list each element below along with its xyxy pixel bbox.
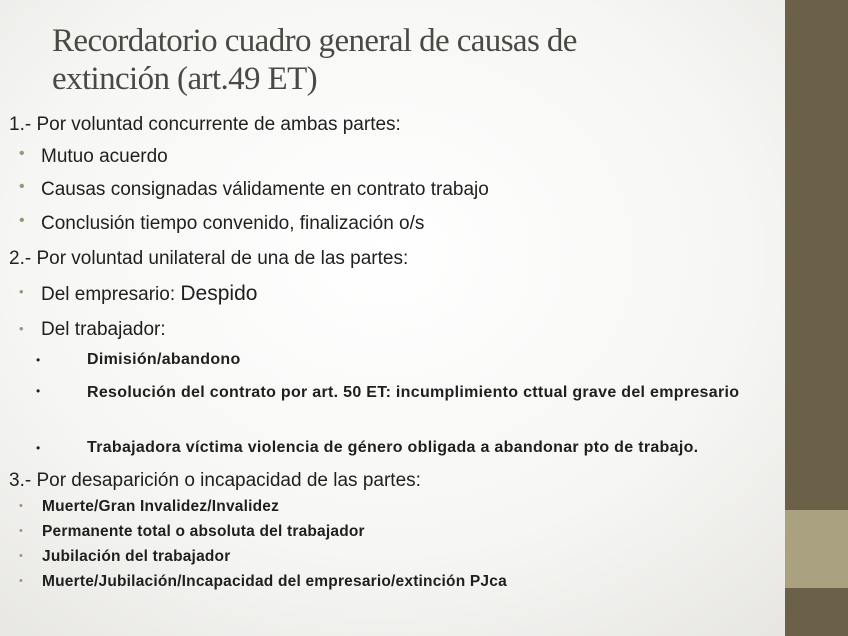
sub-list-item: Trabajadora víctima violencia de género obligada a abandonar pto de trabajo. xyxy=(87,439,699,456)
section-3-heading: 3.- Por desaparición o incapacidad de las partes: xyxy=(9,470,421,491)
list-item: Jubilación del trabajador xyxy=(42,548,231,565)
bullet-icon: • xyxy=(19,145,25,162)
empresario-label: Del empresario: xyxy=(41,284,181,305)
list-item-trabajador: Del trabajador: xyxy=(41,319,166,340)
list-item: Muerte/Gran Invalidez/Invalidez xyxy=(42,498,280,515)
bullet-icon: • xyxy=(19,321,24,336)
list-item-empresario xyxy=(41,282,257,306)
bullet-icon: • xyxy=(19,178,25,195)
list-item: Permanente total o absoluta del trabajador xyxy=(42,523,365,540)
bullet-icon: • xyxy=(19,550,23,562)
title-line-1: Recordatorio cuadro general de causas de xyxy=(52,23,577,59)
bullet-icon: • xyxy=(36,441,41,455)
sub-list-item: Dimisión/abandono xyxy=(87,351,241,368)
bullet-icon: • xyxy=(19,500,23,512)
list-item: Muerte/Jubilación/Incapacidad del empresario/extinción PJca xyxy=(42,573,507,590)
bullet-icon: • xyxy=(19,575,23,587)
section-2-heading: 2.- Por voluntad unilateral de una de las partes: xyxy=(9,248,409,269)
section-1-heading: 1.- Por voluntad concurrente de ambas partes: xyxy=(9,114,401,135)
bullet-icon: • xyxy=(19,212,25,229)
bullet-icon: • xyxy=(36,384,41,398)
list-item: Causas consignadas válidamente en contrato trabajo xyxy=(41,179,489,200)
bullet-icon: • xyxy=(19,525,23,537)
despido-emphasis: Despido xyxy=(180,282,258,305)
list-item: Conclusión tiempo convenido, finalización o/s xyxy=(41,213,425,234)
sub-list-item: Resolución del contrato por art. 50 ET: incumplimiento cttual grave del empresario xyxy=(87,384,740,401)
list-item: Mutuo acuerdo xyxy=(41,146,168,167)
bullet-icon: • xyxy=(36,353,41,367)
bullet-icon: • xyxy=(19,284,24,299)
title-line-2: extinción (art.49 ET) xyxy=(52,61,318,97)
sidebar-accent-band xyxy=(785,510,848,588)
